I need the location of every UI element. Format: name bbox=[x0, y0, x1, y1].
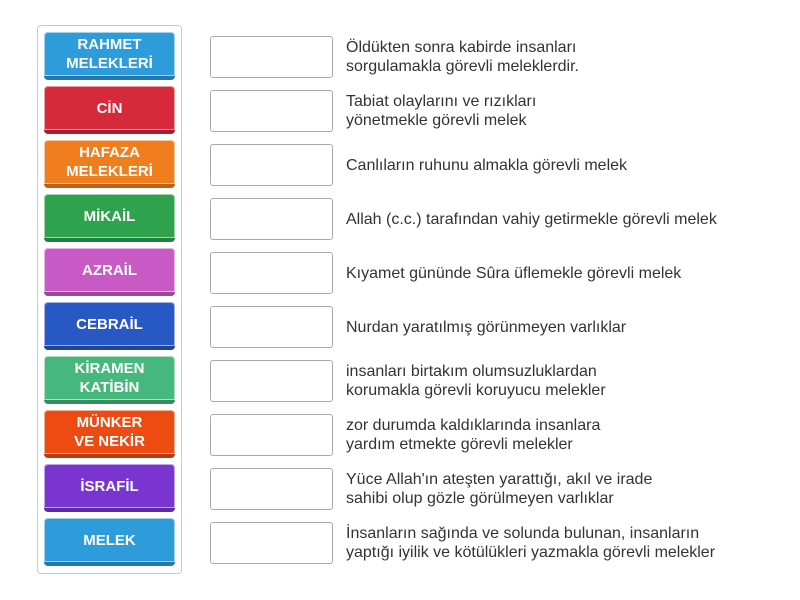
description-3: Canlıların ruhunu almakla görevli melek bbox=[346, 156, 628, 174]
tile-israfil[interactable]: İSRAFİL bbox=[44, 464, 175, 512]
answer-slot-4[interactable] bbox=[210, 198, 333, 240]
tile-kiramen-katibin[interactable]: KİRAMEN KATİBİN bbox=[44, 356, 175, 404]
tile-munker-ve-nekir[interactable]: MÜNKER VE NEKİR bbox=[44, 410, 175, 458]
answer-slot-1[interactable] bbox=[210, 36, 333, 78]
description-10: İnsanların sağında ve solunda bulunan, insanların yaptığı iyilik ve kötülükleri yazmakla görevli melekler bbox=[346, 525, 716, 561]
description-2: Tabiat olaylarını ve rızıkları yönetmekle görevli melek bbox=[346, 93, 537, 129]
tile-cebrail[interactable]: CEBRAİL bbox=[44, 302, 175, 350]
tile-hafaza-melekleri[interactable]: HAFAZA MELEKLERİ bbox=[44, 140, 175, 188]
answer-slot-7[interactable] bbox=[210, 360, 333, 402]
description-5: Kıyamet gününde Sûra üflemekle görevli melek bbox=[346, 264, 682, 282]
answer-slot-3[interactable] bbox=[210, 144, 333, 186]
description-8: zor durumda kaldıklarında insanlara yardım etmekte görevli melekler bbox=[346, 417, 601, 453]
description-6: Nurdan yaratılmış görünmeyen varlıklar bbox=[346, 318, 627, 336]
answer-slot-6[interactable] bbox=[210, 306, 333, 348]
tile-cin[interactable]: CİN bbox=[44, 86, 175, 134]
description-9: Yüce Allah'ın ateşten yarattığı, akıl ve irade sahibi olup gözle görülmeyen varlıklar bbox=[346, 471, 653, 507]
tile-azrail[interactable]: AZRAİL bbox=[44, 248, 175, 296]
tile-rahmet-melekleri[interactable]: RAHMET MELEKLERİ bbox=[44, 32, 175, 80]
description-7: insanları birtakım olumsuzluklardan korumakla görevli koruyucu melekler bbox=[346, 363, 606, 399]
description-1: Öldükten sonra kabirde insanları sorgulamakla görevli meleklerdir. bbox=[346, 39, 579, 75]
tile-mikail[interactable]: MİKAİL bbox=[44, 194, 175, 242]
answer-slot-8[interactable] bbox=[210, 414, 333, 456]
description-4: Allah (c.c.) tarafından vahiy getirmekle görevli melek bbox=[346, 210, 717, 228]
tile-melek[interactable]: MELEK bbox=[44, 518, 175, 566]
answer-slot-10[interactable] bbox=[210, 522, 333, 564]
answer-slot-2[interactable] bbox=[210, 90, 333, 132]
answer-slot-9[interactable] bbox=[210, 468, 333, 510]
answer-slot-5[interactable] bbox=[210, 252, 333, 294]
